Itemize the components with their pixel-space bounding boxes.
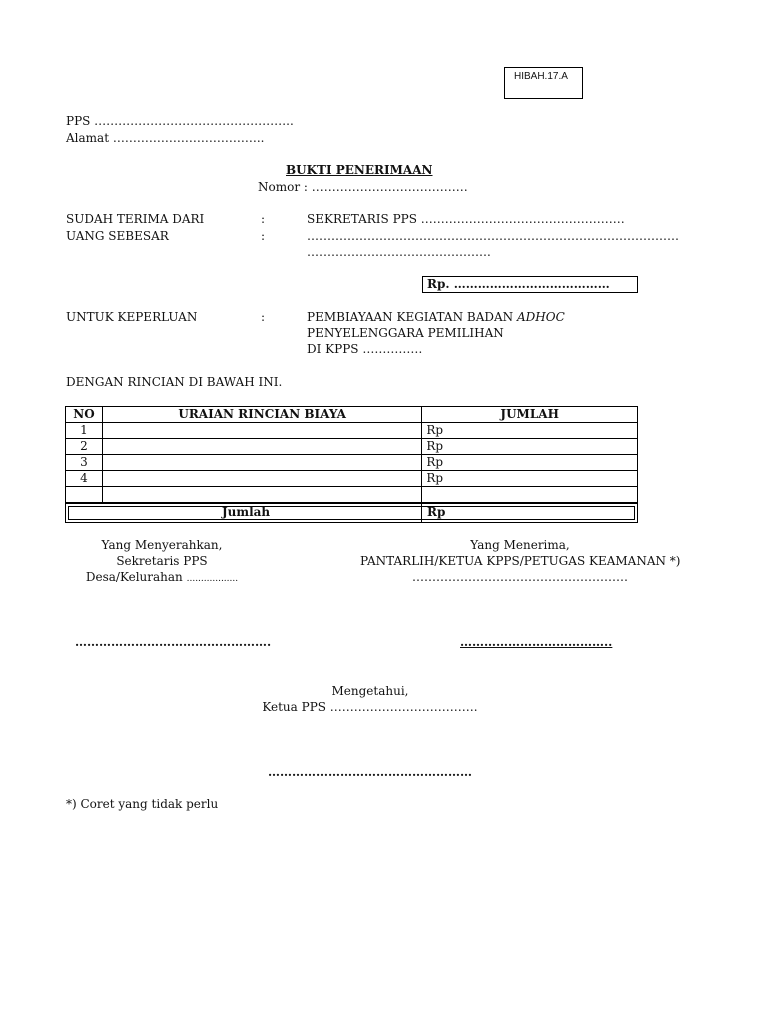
left-sign-name: …………………………………………. <box>75 635 272 649</box>
form-code: HIBAH.17.A <box>514 71 568 82</box>
rp-amount: Rp. ………………………………… <box>427 277 610 291</box>
field-label-terima: SUDAH TERIMA DARI <box>66 212 205 226</box>
alamat-line: Alamat ……………………………….. <box>66 131 265 145</box>
field-colon-terima: : <box>261 212 266 226</box>
row-uraian <box>102 487 421 503</box>
right-sign-name: ……………………………….. <box>460 635 613 649</box>
left-sign-desa-dots: .................. <box>186 574 239 584</box>
field-value-uang-2: ………………………………………. <box>307 245 491 259</box>
total-value: Rp <box>427 505 446 519</box>
field-label-uang: UANG SEBESAR <box>66 229 169 243</box>
row-no <box>66 487 103 503</box>
row-jumlah <box>422 487 638 503</box>
document-title: BUKTI PENERIMAAN <box>286 163 433 177</box>
col-header-uraian: URAIAN RINCIAN BIAYA <box>102 407 421 423</box>
keperluan-line1-text: PEMBIAYAAN KEGIATAN BADAN <box>307 310 517 324</box>
form-code-box <box>504 67 583 99</box>
left-sign-desa <box>62 570 262 584</box>
left-sign-desa-label: Desa/Kelurahan <box>85 570 187 584</box>
rincian-table <box>65 406 638 503</box>
row-no: 1 <box>66 423 103 439</box>
keperluan-label: UNTUK KEPERLUAN <box>66 310 198 324</box>
row-jumlah: Rp <box>422 439 638 455</box>
field-value-terima: SEKRETARIS PPS …………………………………………… <box>307 212 625 226</box>
pps-line: PPS ………………………………………….. <box>66 114 294 128</box>
table-row <box>66 471 638 487</box>
row-no: 3 <box>66 455 103 471</box>
rp-amount-box <box>422 276 638 293</box>
row-jumlah: Rp <box>422 471 638 487</box>
row-no: 4 <box>66 471 103 487</box>
ketua-pps-line: Ketua PPS ………………………………. <box>262 700 478 714</box>
row-uraian <box>102 439 421 455</box>
table-row <box>66 487 638 503</box>
footnote: *) Coret yang tidak perlu <box>66 797 219 811</box>
ketua-pps-name: …………………………………………… <box>268 765 472 779</box>
field-colon-uang: : <box>261 229 266 243</box>
keperluan-line1 <box>307 310 565 324</box>
mengetahui-label: Mengetahui, <box>331 684 409 698</box>
right-sign-dots: ……………………………………………… <box>412 570 628 584</box>
table-row <box>66 455 638 471</box>
table-row <box>66 439 638 455</box>
keperluan-line2: PENYELENGGARA PEMILIHAN <box>307 326 504 340</box>
left-sign-role: Yang Menyerahkan, <box>101 538 223 552</box>
table-total-divider <box>421 504 422 522</box>
row-uraian <box>102 455 421 471</box>
table-header-row <box>66 407 638 423</box>
col-header-jumlah: JUMLAH <box>422 407 638 423</box>
table-row <box>66 423 638 439</box>
right-sign-position: PANTARLIH/KETUA KPPS/PETUGAS KEAMANAN *) <box>360 554 681 568</box>
row-jumlah: Rp <box>422 423 638 439</box>
total-label: Jumlah <box>222 505 271 519</box>
col-header-no: NO <box>66 407 103 423</box>
keperluan-adhoc: ADHOC <box>516 310 565 324</box>
keperluan-line3: DI KPPS …………… <box>307 342 423 356</box>
row-uraian <box>102 471 421 487</box>
right-sign-role: Yang Menerima, <box>470 538 570 552</box>
row-no: 2 <box>66 439 103 455</box>
row-jumlah: Rp <box>422 455 638 471</box>
left-sign-position: Sekretaris PPS <box>116 554 208 568</box>
table-total-row <box>65 503 638 523</box>
rincian-intro: DENGAN RINCIAN DI BAWAH INI. <box>66 375 283 389</box>
table-total-inner-border <box>68 506 635 520</box>
nomor-line: Nomor : ………………………………… <box>258 180 468 194</box>
field-value-uang: ………………………………………………………………………………… <box>307 229 679 243</box>
row-uraian <box>102 423 421 439</box>
keperluan-colon: : <box>261 310 266 324</box>
